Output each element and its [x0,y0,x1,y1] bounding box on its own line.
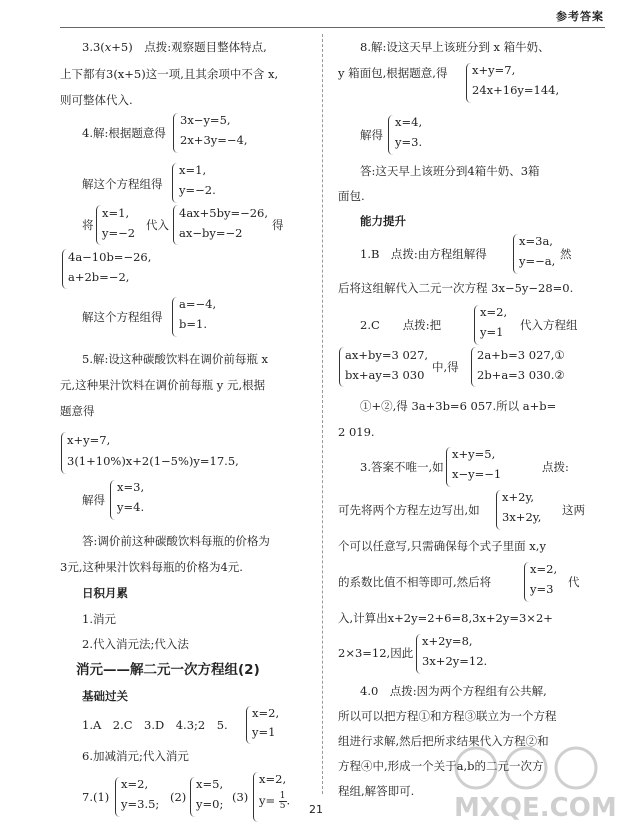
q5-answer-line2: 3元,这种果汁饮料每瓶的价格为4元. [60,560,243,574]
column-divider [322,34,323,794]
adv-q3-line6a: 2×3=12,因此 [338,646,414,660]
basic-q7-2-label: (2) [170,790,187,804]
brace [513,234,518,274]
watermark-text: MXQE.COM [454,793,617,822]
q8-line2: y 箱面包,根据题意,得 [338,66,448,80]
brace [110,480,115,520]
brace [466,63,471,103]
adv-q4-line3: 组进行求解,然后把所求结果代入方程②和 [338,734,549,748]
q4-solve2: 解这个方程组得 [82,310,163,324]
q8-line1: 8.解:设这天早上该班分到 x 箱牛奶、 [360,40,550,54]
adv-q3-final: x+2y=8, 3x+2y=12. [422,634,488,668]
q3-line3: 则可整体代入. [60,93,133,107]
q8-answer-line2: 面包. [338,189,365,203]
adv-q2-c: 中,得 [432,360,459,374]
adv-q2-result: 2a+b=3 027,① 2b+a=3 030.② [477,348,565,382]
page-number: 21 [309,803,323,816]
adv-q3-line4b: 代 [568,575,580,589]
adv-q3-a: 3.答案不唯一,如 [360,460,444,474]
header-rule [60,27,605,28]
q4-sub-xy: x=1, y=−2 [102,206,136,240]
brace [524,562,529,602]
brace [446,447,451,487]
q4-sub-a: 将 [82,218,94,232]
adv-q3-b: 点拨: [542,460,569,474]
adv-q2-solution: x=2, y=1 [480,305,508,339]
brace [61,432,66,474]
brace [496,490,501,530]
adv-q3-system: x+y=5, x−y=−1 [452,447,502,481]
brace [173,205,178,245]
heading-jcgg: 基础过关 [82,689,128,703]
adv-q4-line2: 所以可以把方程①和方程③联立为一个方程 [338,709,557,723]
q4-sub-b: 代入 [146,218,169,232]
q4-ab-system: 4ax+5by=−26, ax−by=−2 [179,206,269,240]
brace [96,205,101,245]
brace [172,297,177,337]
section-title: 消元——解二元一次方程组(2) [76,662,260,678]
q4-solve: 解这个方程组得 [82,177,163,191]
basic-q7-3: x=2, y= $\frac{1}{5}$ . [259,772,291,811]
basic-q7-3-label: (3) [232,790,249,804]
brace [246,706,251,744]
fraction: $\frac{1}{5}$ [279,790,286,811]
adv-q2-line3: ①+②,得 3a+3b=6 057.所以 a+b= [360,399,557,413]
adv-q1-b: 然 [560,247,572,261]
q8-answer-line1: 答:这天早上该班分到4箱牛奶、3箱 [360,164,540,178]
adv-q3-d: 这两 [562,503,585,517]
adv-q1-solution: x=3a, y=−a, [519,234,556,268]
q3-line1: 3.3(x+5) 点拨:观察题目整体特点, [82,40,267,54]
q4-ab-result: 4a−10b=−26, a+2b=−2, [68,250,152,284]
q3-line2: 上下都有3(x+5)这一项,且其余项中不含 x, [60,67,279,81]
brace [339,347,344,387]
heading-rjly: 日积月累 [82,586,128,600]
q5-line1: 5.解:设这种碳酸饮料在调价前每瓶 x [82,352,268,366]
q5-answer-line1: 答:调价前这种碳酸饮料每瓶的价格为 [82,534,270,548]
brace [471,347,476,387]
q8-solve: 解得 [360,128,383,142]
q4-lead: 4.解:根据题意得 [82,126,166,140]
q5-line2: 元,这种果汁饮料在调价前每瓶 y 元,根据 [60,378,266,392]
basic-q5-solution: x=2, y=1 [252,706,280,739]
adv-q2-line4: 2 019. [338,425,375,439]
brace [173,113,178,153]
adv-q3-line5: 入,计算出x+2y=2+6=8,3x+2y=3×2+ [338,611,553,625]
adv-q1-a: 1.B 点拨:由方程组解得 [360,247,487,261]
heading-nltc: 能力提升 [360,214,406,228]
q8-system: x+y=7, 24x+16y=144, [472,63,560,97]
rjly-item2: 2.代入消元法;代入法 [82,637,189,651]
basic-q7-2: x=5, y=0; [196,777,224,811]
adv-q4-line4: 方程④中,形成一个关于a,b的二元一次方 [338,759,544,773]
q4-ab-solution: a=−4, b=1. [179,297,217,331]
adv-q1-line2: 后将这组解代入二元一次方程 3x−5y−28=0. [338,281,574,295]
adv-q2-system: ax+by=3 027, bx+ay=3 030 [345,348,429,382]
adv-q3-c: 可先将两个方程左边写出,如 [338,503,480,517]
q5-line3: 题意得 [60,404,95,418]
q5-solution: x=3, y=4. [117,480,145,514]
q5-system: x+y=7, 3(1+10%)x+2(1−5%)y=17.5, [67,433,239,468]
basic-q1-5: 1.A 2.C 3.D 4.3;2 5. [82,718,228,732]
brace [62,249,67,289]
adv-q2-b: 代入方程组 [520,318,578,332]
q8-solution: x=4, y=3. [395,115,423,149]
brace [474,305,479,345]
q5-solve: 解得 [82,493,105,507]
adv-q3-values: x=2, y=3 [530,562,558,596]
adv-q4-line1: 4.0 点拨:因为两个方程组有公共解, [360,684,547,698]
adv-q3-line3: 个可以任意写,只需确保每个式子里面 x,y [338,539,546,553]
brace [416,634,421,674]
rjly-item1: 1.消元 [82,612,116,626]
basic-q7-1-label: 7.(1) [82,790,110,804]
brace [388,115,393,155]
adv-q3-terms: x+2y, 3x+2y, [502,490,542,524]
q4-solution: x=1, y=−2. [179,163,216,197]
adv-q2-a: 2.C 点拨:把 [360,318,442,332]
q4-sub-c: 得 [272,218,284,232]
basic-q6: 6.加减消元;代入消元 [82,749,189,763]
adv-q3-line4a: 的系数比值不相等即可,然后将 [338,575,492,589]
basic-q7-1: x=2, y=3.5; [121,777,160,811]
page-header-title: 参考答案 [556,10,604,23]
adv-q4-line5: 程组,解答即可. [338,784,415,798]
watermark-logo-icon [446,742,626,822]
brace [172,163,177,203]
q4-system: 3x−y=5, 2x+3y=−4, [180,113,248,147]
